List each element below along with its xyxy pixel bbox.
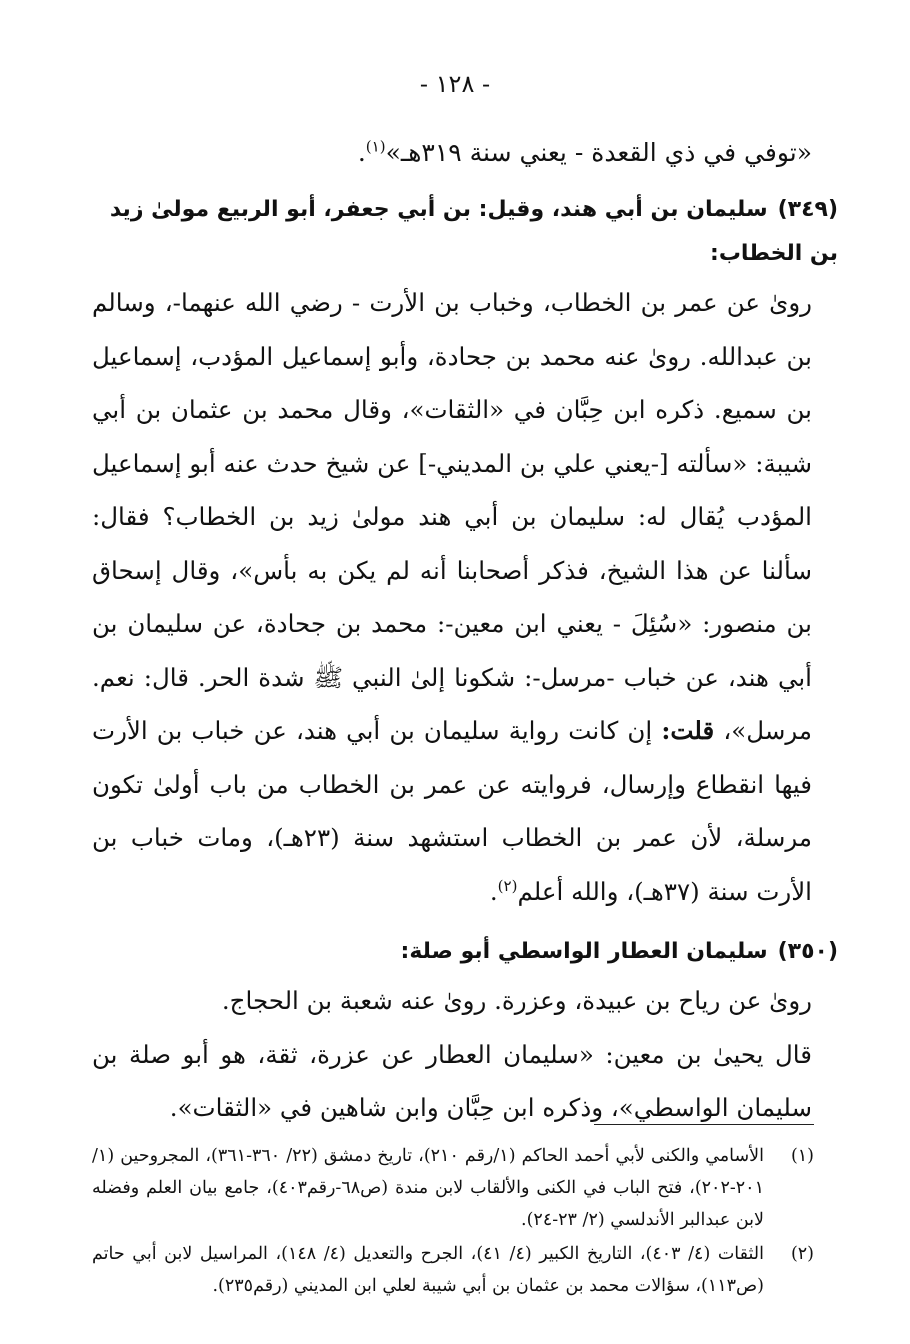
author-comment-label: قلت: [661, 716, 715, 745]
main-text [92, 128, 838, 1147]
footnote-text: الأسامي والكنى لأبي أحمد الحاكم (١/رقم ٢١٠)، تاريخ دمشق (٢٢/ ٣٦٠-٣٦١)، المجروحين (١/ ٢٠١-٢٠٢)، فتح الباب في الكنى والألقاب لابن مندة (ص٦٨-رقم٤٠٣)، جامع بيان العلم وفضله لابن عبدالبر الأندلسي (٢/ ٢٣-٢٤). [92, 1146, 764, 1230]
footnote-mark: (٢) [790, 1244, 814, 1264]
paragraph-text: روىٰ عن عمر بن الخطاب، وخباب بن الأرت - رضي الله عنهما-، وسالم بن عبدالله. روىٰ عنه محمد بن جحادة، وأبو إسماعيل المؤدب، إسماعيل بن سميع. ذكره ابن حِبَّان في «الثقات»، وقال محمد بن عثمان بن أبي شيبة: «سألته [-يعني علي بن المديني-] عن شيخ حدث عنه أبو إسماعيل المؤدب يُقال له: سليمان بن أبي هند مولىٰ زيد بن الخطاب؟ فقال: سألنا عن هذا الشيخ، فذكر أصحابنا أنه لم يكن به بأس»، وقال إسحاق بن منصور: «سُئِلَ - يعني ابن معين-: محمد بن جحادة، عن سليمان بن أبي هند، عن خباب -مرسل-: شكونا إلىٰ النبي ﷺ شدة الحر. قال: نعم. مرسل»، [92, 288, 812, 745]
continuation-text: «توفي في ذي القعدة - يعني سنة ٣١٩هـ» [385, 138, 812, 167]
entry-title: سليمان بن أبي هند، وقيل: بن أبي جعفر، أبو الربيع مولىٰ زيد بن الخطاب: [109, 197, 838, 266]
paragraph-text: روىٰ عن رياح بن عبيدة، وعزرة. روىٰ عنه شعبة بن الحجاج. [221, 986, 812, 1015]
entry-paragraph [92, 974, 818, 1028]
entry-paragraph [92, 276, 818, 918]
footnote-mark: (١) [790, 1146, 814, 1166]
continuation-quote [92, 128, 818, 178]
footnote-item [92, 1140, 814, 1236]
continuation-end: . [357, 138, 366, 167]
footnote-item [92, 1238, 814, 1302]
footnotes [92, 1140, 814, 1304]
entry-heading [92, 930, 838, 974]
paragraph-end: . [489, 876, 498, 906]
entry-350 [92, 930, 838, 1135]
paragraph-text-continued: إن كانت رواية سليمان بن أبي هند، عن خباب بن الأرت فيها انقطاع وإرسال، فروايته عن عمر بن الخطاب من باب أولىٰ تكون مرسلة، لأن عمر بن الخطاب استشهد سنة (٢٣هـ)، ومات خباب بن الأرت سنة (٣٧هـ)، والله أعلم [92, 716, 813, 906]
paragraph-text: قال يحيىٰ بن معين: «سليمان العطار عن عزرة، ثقة، هو أبو صلة بن سليمان الواسطي»، وذكره ابن حِبَّان وابن شاهين في «الثقات». [92, 1039, 812, 1122]
entry-paragraph [92, 1028, 818, 1135]
entry-heading [92, 188, 838, 276]
page-number: - ١٢٨ - [419, 70, 491, 98]
footnote-divider [594, 1124, 814, 1125]
footnote-ref-1[interactable]: (١) [365, 137, 386, 156]
footnote-ref-2[interactable]: (٢) [497, 876, 518, 895]
entry-349 [92, 188, 838, 918]
entry-number: (٣٥٠) [777, 939, 838, 964]
footnote-text: الثقات (٤/ ٤٠٣)، التاريخ الكبير (٤/ ٤١)، الجرح والتعديل (٤/ ١٤٨)، المراسيل لابن أبي حاتم (ص١١٣)، سؤالات محمد بن عثمان بن أبي شيبة لعلي ابن المديني (رقم٢٣٥). [92, 1244, 764, 1296]
entry-title: سليمان العطار الواسطي أبو صلة: [400, 939, 768, 964]
entry-number: (٣٤٩) [777, 197, 838, 222]
